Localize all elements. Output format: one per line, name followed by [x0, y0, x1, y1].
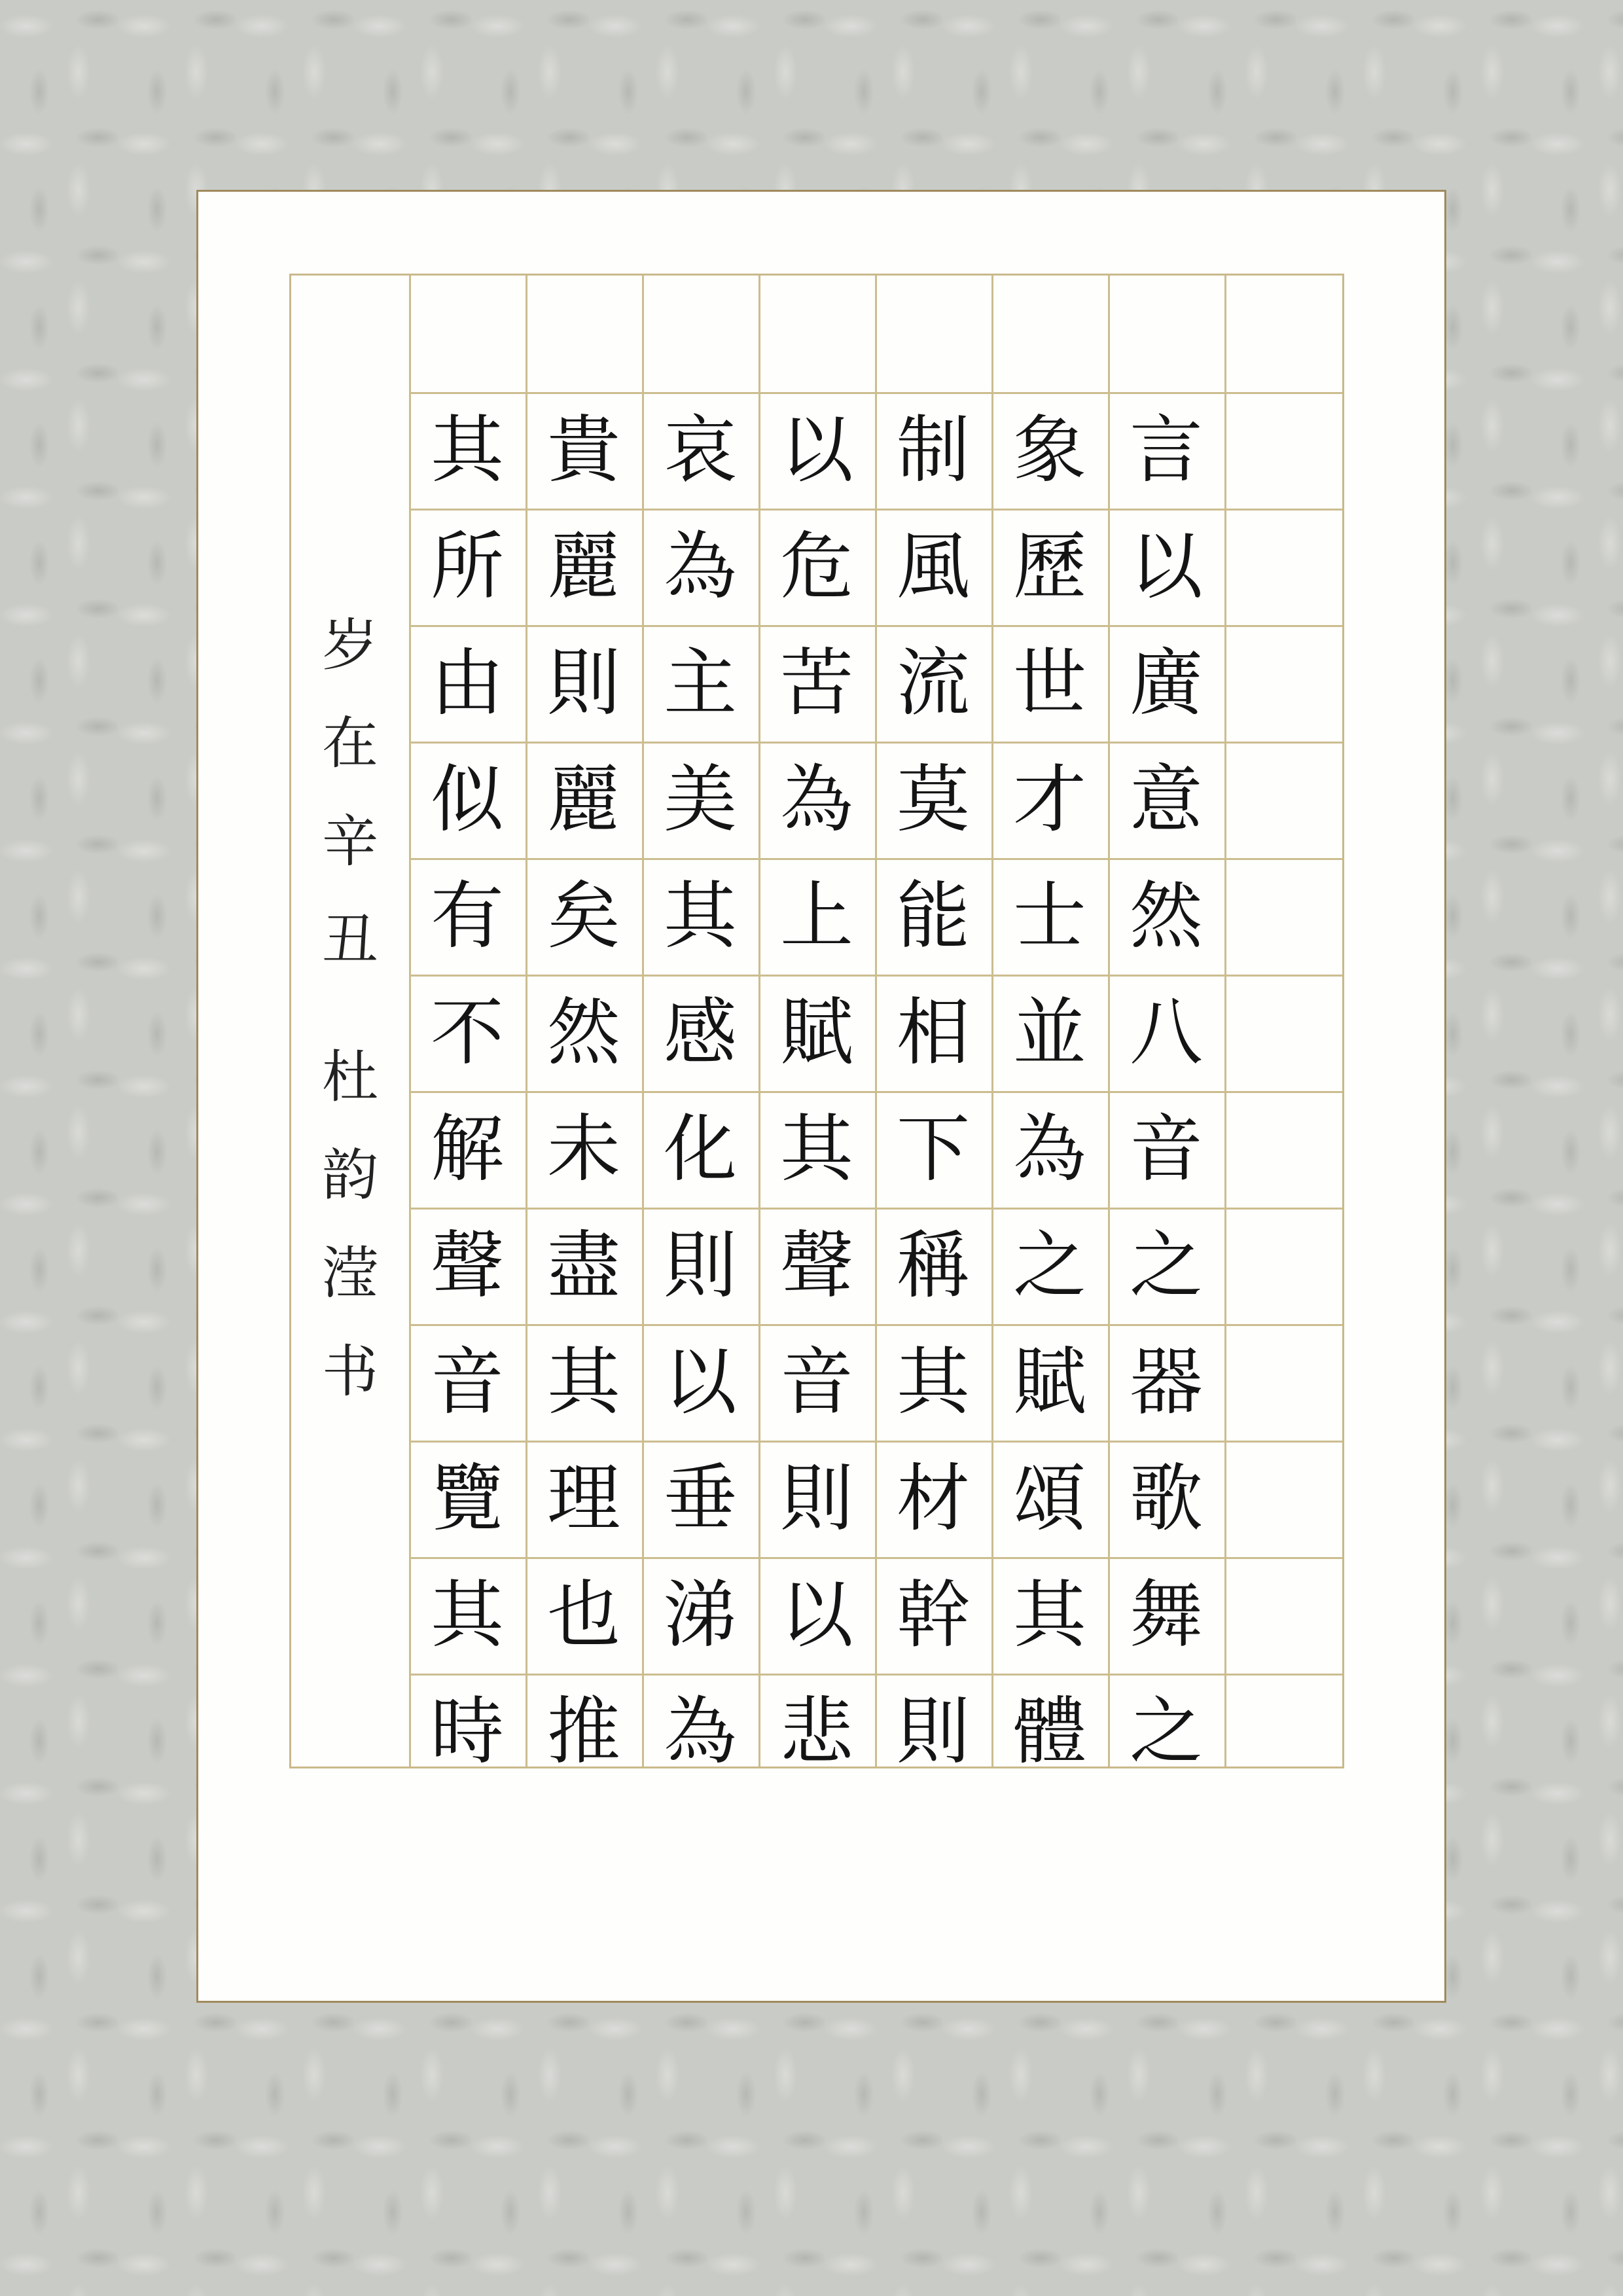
- character-cell: 哀: [664, 408, 737, 493]
- character-cell: 賦: [1013, 1340, 1086, 1425]
- character-cell: 麗: [547, 524, 620, 609]
- signature-column: [291, 276, 409, 1767]
- grid-line: [1224, 276, 1226, 1767]
- character-cell: 矣: [547, 874, 620, 959]
- character-cell: 音: [431, 1340, 504, 1425]
- character-cell: 為: [664, 1689, 737, 1774]
- character-cell: 其: [1013, 1573, 1086, 1658]
- character-cell: 垂: [664, 1456, 737, 1541]
- character-cell: 則: [780, 1456, 853, 1541]
- text-column-3: [875, 392, 991, 1790]
- character-cell: 則: [547, 641, 620, 726]
- character-cell: 稱: [897, 1223, 970, 1308]
- character-cell: 歷: [1013, 524, 1086, 609]
- character-cell: 才: [1013, 757, 1086, 842]
- character-cell: 士: [1013, 874, 1086, 959]
- character-cell: 八: [1130, 990, 1203, 1075]
- character-cell: 美: [664, 757, 737, 842]
- character-cell: 上: [780, 874, 853, 959]
- character-cell: 為: [1013, 1107, 1086, 1192]
- character-cell: 悲: [780, 1689, 853, 1774]
- character-cell: 之: [1130, 1223, 1203, 1308]
- character-cell: 下: [897, 1107, 970, 1192]
- character-cell: 不: [431, 990, 504, 1075]
- character-cell: 有: [431, 874, 504, 959]
- character-cell: 由: [431, 641, 504, 726]
- text-column-4: [758, 392, 875, 1790]
- signature-char: 辛: [322, 809, 378, 874]
- character-cell: 為: [664, 524, 737, 609]
- character-cell: 其: [664, 874, 737, 959]
- writing-grid: [289, 274, 1344, 1774]
- character-cell: 舞: [1130, 1573, 1203, 1658]
- character-cell: 涕: [664, 1573, 737, 1658]
- character-cell: 流: [897, 641, 970, 726]
- character-cell: 為: [780, 757, 853, 842]
- character-cell: 其: [431, 408, 504, 493]
- signature-char: 在: [322, 711, 378, 776]
- character-cell: 時: [431, 1689, 504, 1774]
- character-cell: 象: [1013, 408, 1086, 493]
- character-cell: 主: [664, 641, 737, 726]
- character-cell: 幹: [897, 1573, 970, 1658]
- character-cell: 其: [431, 1573, 504, 1658]
- character-cell: 言: [1130, 408, 1203, 493]
- character-cell: 覽: [431, 1456, 504, 1541]
- signature-char: 岁: [322, 613, 378, 678]
- character-cell: 其: [780, 1107, 853, 1192]
- character-cell: 似: [431, 757, 504, 842]
- character-cell: 以: [664, 1340, 737, 1425]
- text-column-5: [642, 392, 758, 1790]
- character-cell: 意: [1130, 757, 1203, 842]
- character-cell: 然: [1130, 874, 1203, 959]
- character-cell: 以: [780, 1573, 853, 1658]
- character-cell: 音: [1130, 1107, 1203, 1192]
- character-cell: 廣: [1130, 641, 1203, 726]
- character-cell: 所: [431, 524, 504, 609]
- character-cell: 解: [431, 1107, 504, 1192]
- character-cell: 推: [547, 1689, 620, 1774]
- character-cell: 盡: [547, 1223, 620, 1308]
- character-cell: 危: [780, 524, 853, 609]
- character-cell: 之: [1013, 1223, 1086, 1308]
- character-cell: 化: [664, 1107, 737, 1192]
- text-column-6: [526, 392, 642, 1790]
- signature-char: 书: [322, 1339, 378, 1405]
- character-cell: 麗: [547, 757, 620, 842]
- character-cell: 相: [897, 990, 970, 1075]
- character-cell: 體: [1013, 1689, 1086, 1774]
- character-cell: 其: [897, 1340, 970, 1425]
- character-cell: 理: [547, 1456, 620, 1541]
- character-cell: 制: [897, 408, 970, 493]
- character-cell: 以: [780, 408, 853, 493]
- character-cell: 貴: [547, 408, 620, 493]
- character-cell: 未: [547, 1107, 620, 1192]
- character-cell: 能: [897, 874, 970, 959]
- character-cell: 則: [897, 1689, 970, 1774]
- character-cell: 以: [1130, 524, 1203, 609]
- character-cell: 苦: [780, 641, 853, 726]
- character-cell: 則: [664, 1223, 737, 1308]
- text-column-7: [409, 392, 526, 1790]
- character-cell: 風: [897, 524, 970, 609]
- character-cell: 並: [1013, 990, 1086, 1075]
- text-column-1: [1108, 392, 1224, 1790]
- character-cell: 莫: [897, 757, 970, 842]
- signature-char: 滢: [322, 1241, 378, 1306]
- signature-char: 韵: [322, 1143, 378, 1208]
- signature-char: 杜: [322, 1045, 378, 1110]
- character-cell: 也: [547, 1573, 620, 1658]
- character-cell: 世: [1013, 641, 1086, 726]
- character-cell: 感: [664, 990, 737, 1075]
- character-cell: 賦: [780, 990, 853, 1075]
- text-column-2: [991, 392, 1108, 1790]
- character-cell: 聲: [780, 1223, 853, 1308]
- character-cell: 器: [1130, 1340, 1203, 1425]
- character-cell: 然: [547, 990, 620, 1075]
- signature-char: 丑: [322, 907, 378, 973]
- character-cell: 頌: [1013, 1456, 1086, 1541]
- character-cell: 聲: [431, 1223, 504, 1308]
- character-cell: 音: [780, 1340, 853, 1425]
- character-cell: 其: [547, 1340, 620, 1425]
- character-cell: 之: [1130, 1689, 1203, 1774]
- character-cell: 歌: [1130, 1456, 1203, 1541]
- character-cell: 材: [897, 1456, 970, 1541]
